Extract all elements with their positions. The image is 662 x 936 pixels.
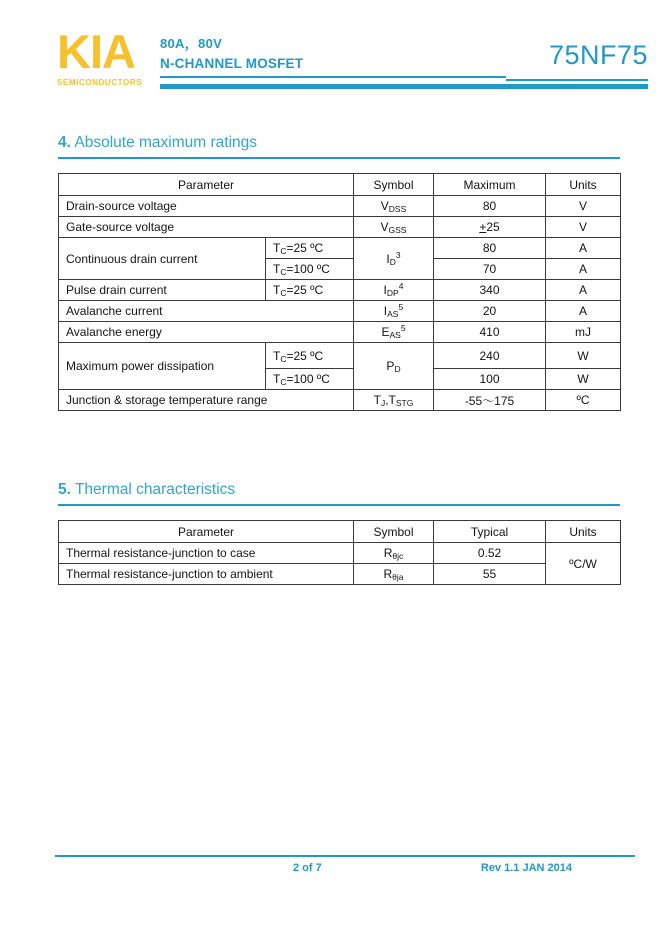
table-header-row <box>59 174 621 196</box>
maximum-cell: 70 <box>434 259 546 280</box>
table-row <box>59 390 621 411</box>
typical-cell: 55 <box>434 564 546 585</box>
symbol-cell: $R_{\theta ja}$ <box>354 564 434 585</box>
param-cell: Avalanche current <box>59 301 354 322</box>
maximum-cell: 20 <box>434 301 546 322</box>
table-row <box>59 564 621 585</box>
symbol-cell: $I_D^3$ <box>354 238 434 280</box>
maximum-cell: 100 <box>434 369 546 390</box>
units-cell: ºC <box>546 390 621 411</box>
symbol-cell: $I_{DP}^4$ <box>354 280 434 301</box>
section-number: 4. <box>58 134 71 151</box>
maximum-cell: -55～175 <box>434 390 546 411</box>
page-footer <box>55 855 635 874</box>
param-cell: Junction & storage temperature range <box>59 390 354 411</box>
device-summary <box>160 33 303 71</box>
param-cell: Thermal resistance-junction to ambient <box>59 564 354 585</box>
units-cell: mJ <box>546 322 621 343</box>
units-cell: ºC/W <box>546 543 621 585</box>
maximum-cell: +25 <box>434 217 546 238</box>
param-cell: Gate-source voltage <box>59 217 354 238</box>
maximum-cell: 340 <box>434 280 546 301</box>
param-cell: Pulse drain current <box>59 280 266 301</box>
symbol-cell: $E_{AS}^5$ <box>354 322 434 343</box>
condition-cell: $T_C=100$ ºC <box>266 259 354 280</box>
brand-logo <box>57 25 143 87</box>
section-title-text: Absolute maximum ratings <box>70 134 258 151</box>
table-row <box>59 301 621 322</box>
units-cell: W <box>546 369 621 390</box>
units-cell: A <box>546 301 621 322</box>
maximum-cell: 80 <box>434 238 546 259</box>
section-thermal-characteristics <box>58 481 620 585</box>
thermal-characteristics-table <box>58 520 621 585</box>
units-cell: A <box>546 280 621 301</box>
maximum-cell: 240 <box>434 343 546 369</box>
section-number: 5. <box>58 481 71 498</box>
condition-cell: $T_C=25$ ºC <box>266 280 354 301</box>
typical-cell: 0.52 <box>434 543 546 564</box>
maximum-cell: 410 <box>434 322 546 343</box>
column-header-typical: Typical <box>434 521 546 543</box>
symbol-cell: $V_{DSS}$ <box>354 196 434 217</box>
brand-logo-subtext: SEMICONDUCTORS <box>57 78 143 87</box>
page-number: 2 of 7 <box>293 862 322 874</box>
header-rule-thin-left <box>160 76 506 78</box>
device-rating: 80A，80V <box>160 36 223 51</box>
units-cell: V <box>546 217 621 238</box>
units-cell: A <box>546 259 621 280</box>
units-cell: V <box>546 196 621 217</box>
symbol-cell: $P_D$ <box>354 343 434 390</box>
table-header-row <box>59 521 621 543</box>
header-rule-thick <box>160 84 648 89</box>
column-header-units: Units <box>546 174 621 196</box>
revision-label: Rev 1.1 JAN 2014 <box>480 862 572 874</box>
condition-cell: $T_C=100$ ºC <box>266 369 354 390</box>
device-type: N-CHANNEL MOSFET <box>160 56 304 71</box>
table-row <box>59 343 621 369</box>
column-header-symbol: Symbol <box>354 174 434 196</box>
table-row <box>59 217 621 238</box>
symbol-cell: $V_{GSS}$ <box>354 217 434 238</box>
section-absolute-maximum-ratings <box>58 134 620 411</box>
column-header-maximum: Maximum <box>434 174 546 196</box>
table-row <box>59 322 621 343</box>
param-cell: Avalanche energy <box>59 322 354 343</box>
section-title-text: Thermal characteristics <box>70 481 236 498</box>
table-row <box>59 238 621 259</box>
condition-cell: $T_C=25$ ºC <box>266 343 354 369</box>
brand-logo-text: KIA <box>57 25 135 78</box>
param-cell: Maximum power dissipation <box>59 343 266 390</box>
symbol-cell: $I_{AS}^5$ <box>354 301 434 322</box>
header-rule-thin-right <box>506 79 648 81</box>
maximum-cell: 80 <box>434 196 546 217</box>
param-cell: Drain-source voltage <box>59 196 354 217</box>
section-title <box>58 481 620 506</box>
section-title <box>58 134 620 159</box>
column-header-parameter: Parameter <box>59 521 354 543</box>
absolute-maximum-ratings-table <box>58 173 621 411</box>
table-row <box>59 543 621 564</box>
table-row <box>59 196 621 217</box>
column-header-units: Units <box>546 521 621 543</box>
column-header-symbol: Symbol <box>354 521 434 543</box>
column-header-parameter: Parameter <box>59 174 354 196</box>
units-cell: A <box>546 238 621 259</box>
part-number: 75NF75 <box>548 40 648 70</box>
table-row <box>59 280 621 301</box>
param-cell: Thermal resistance-junction to case <box>59 543 354 564</box>
footer-rule <box>55 855 635 857</box>
symbol-cell: $R_{\theta jc}$ <box>354 543 434 564</box>
units-cell: W <box>546 343 621 369</box>
symbol-cell: $T_J,T_{STG}$ <box>354 390 434 411</box>
condition-cell: $T_C=25$ ºC <box>266 238 354 259</box>
param-cell: Continuous drain current <box>59 238 266 280</box>
